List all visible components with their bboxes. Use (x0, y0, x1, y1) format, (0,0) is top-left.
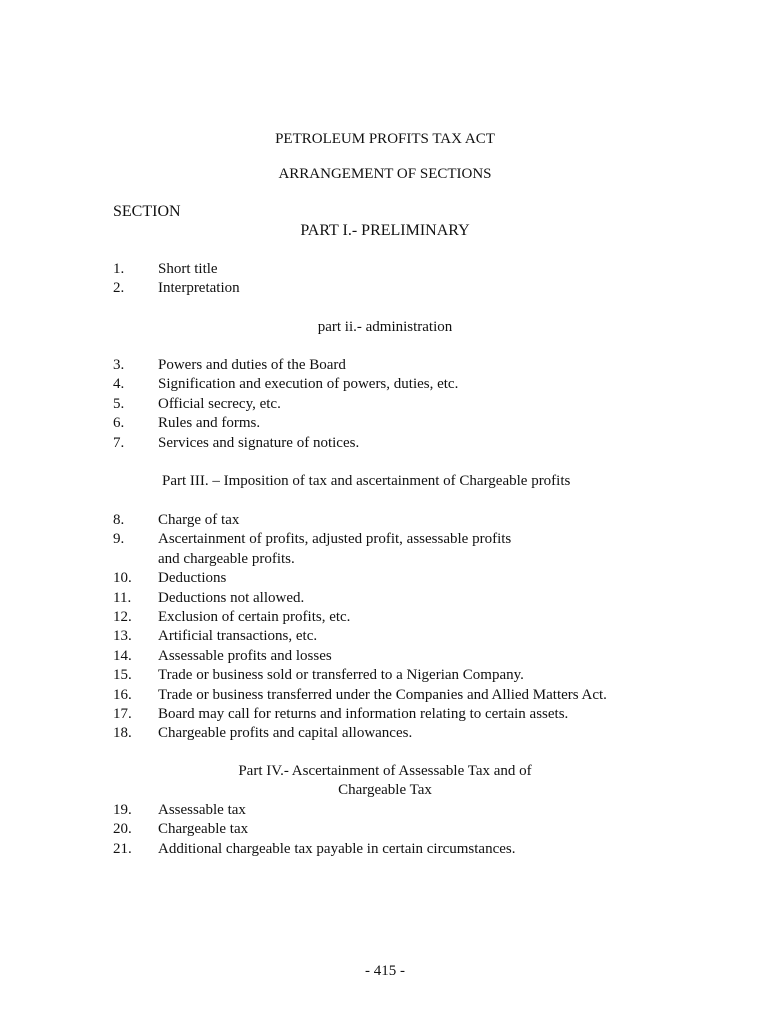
section-number: 15. (113, 667, 132, 684)
list-item (0, 840, 770, 859)
part-3-heading: Part III. – Imposition of tax and ascertainment of Chargeable profits (162, 473, 571, 489)
section-number: 7. (113, 434, 125, 451)
section-title: Short title (158, 261, 218, 277)
part-1-heading: PART I.- PRELIMINARY (300, 222, 470, 239)
list-item (0, 434, 770, 453)
list-item (0, 627, 770, 646)
section-title: Rules and forms. (158, 415, 261, 432)
section-title: Artificial transactions, etc. (158, 628, 318, 645)
section-number: 18. (113, 725, 132, 742)
list-item (0, 395, 770, 414)
part-2-heading: part ii.- administration (317, 319, 453, 335)
section-title: Charge of tax (158, 512, 240, 528)
section-number: 19. (113, 802, 132, 818)
section-number: 21. (113, 840, 132, 857)
section-number: 4. (113, 376, 125, 393)
document-title: PETROLEUM PROFITS TAX ACT (275, 131, 495, 147)
section-title: Assessable profits and losses (158, 647, 332, 664)
section-title: Assessable tax (158, 802, 246, 818)
section-title: Deductions (158, 570, 227, 587)
list-item (0, 589, 770, 608)
section-title: Chargeable profits and capital allowances. (158, 725, 413, 742)
section-number: 13. (113, 628, 132, 645)
section-title: Exclusion of certain profits, etc. (158, 609, 351, 625)
section-title: Services and signature of notices. (158, 434, 360, 451)
section-title: Trade or business transferred under the Companies and Allied Matters Act. (158, 686, 607, 703)
page-number: - 415 - (365, 963, 405, 979)
section-title: Official secrecy, etc. (158, 395, 281, 412)
list-item (0, 801, 770, 820)
section-number: 11. (113, 589, 132, 606)
section-number: 14. (113, 647, 132, 664)
document-subtitle: ARRANGEMENT OF SECTIONS (278, 166, 492, 182)
list-item (0, 414, 770, 433)
section-title-continuation: and chargeable profits. (158, 550, 295, 567)
section-number: 9. (113, 531, 125, 548)
list-item (0, 511, 770, 530)
list-item (0, 375, 770, 394)
list-item (0, 820, 770, 839)
list-item (0, 705, 770, 724)
section-number: 17. (113, 706, 132, 722)
section-title: Board may call for returns and information relating to certain assets. (158, 706, 569, 722)
list-item (0, 279, 770, 298)
list-item (0, 647, 770, 666)
section-number: 8. (113, 512, 125, 528)
section-number: 1. (113, 261, 125, 277)
section-title: Deductions not allowed. (158, 589, 305, 606)
list-item (0, 608, 770, 627)
section-title: Chargeable tax (158, 821, 249, 838)
section-number: 16. (113, 686, 132, 703)
part-4-heading: Part IV.- Ascertainment of Assessable Tax and of (238, 763, 532, 779)
list-item (0, 530, 770, 569)
list-item (0, 666, 770, 685)
section-number: 10. (113, 570, 132, 587)
section-number: 2. (113, 280, 125, 297)
section-title: Powers and duties of the Board (158, 357, 346, 373)
section-number: 20. (113, 821, 132, 838)
section-title: Signification and execution of powers, duties, etc. (158, 376, 459, 393)
list-item (0, 686, 770, 705)
section-title: Ascertainment of profits, adjusted profit, assessable profits (158, 531, 512, 548)
section-title: Interpretation (158, 280, 240, 297)
list-item (0, 260, 770, 279)
section-number: 12. (113, 609, 132, 625)
section-number: 6. (113, 415, 125, 432)
section-column-label: SECTION (113, 203, 181, 220)
part-4-heading-line2: Chargeable Tax (338, 782, 432, 799)
list-item (0, 356, 770, 375)
list-item (0, 569, 770, 588)
section-title: Trade or business sold or transferred to a Nigerian Company. (158, 667, 524, 684)
section-title: Additional chargeable tax payable in certain circumstances. (158, 840, 516, 857)
section-number: 3. (113, 357, 125, 373)
section-number: 5. (113, 395, 125, 412)
list-item (0, 724, 770, 743)
